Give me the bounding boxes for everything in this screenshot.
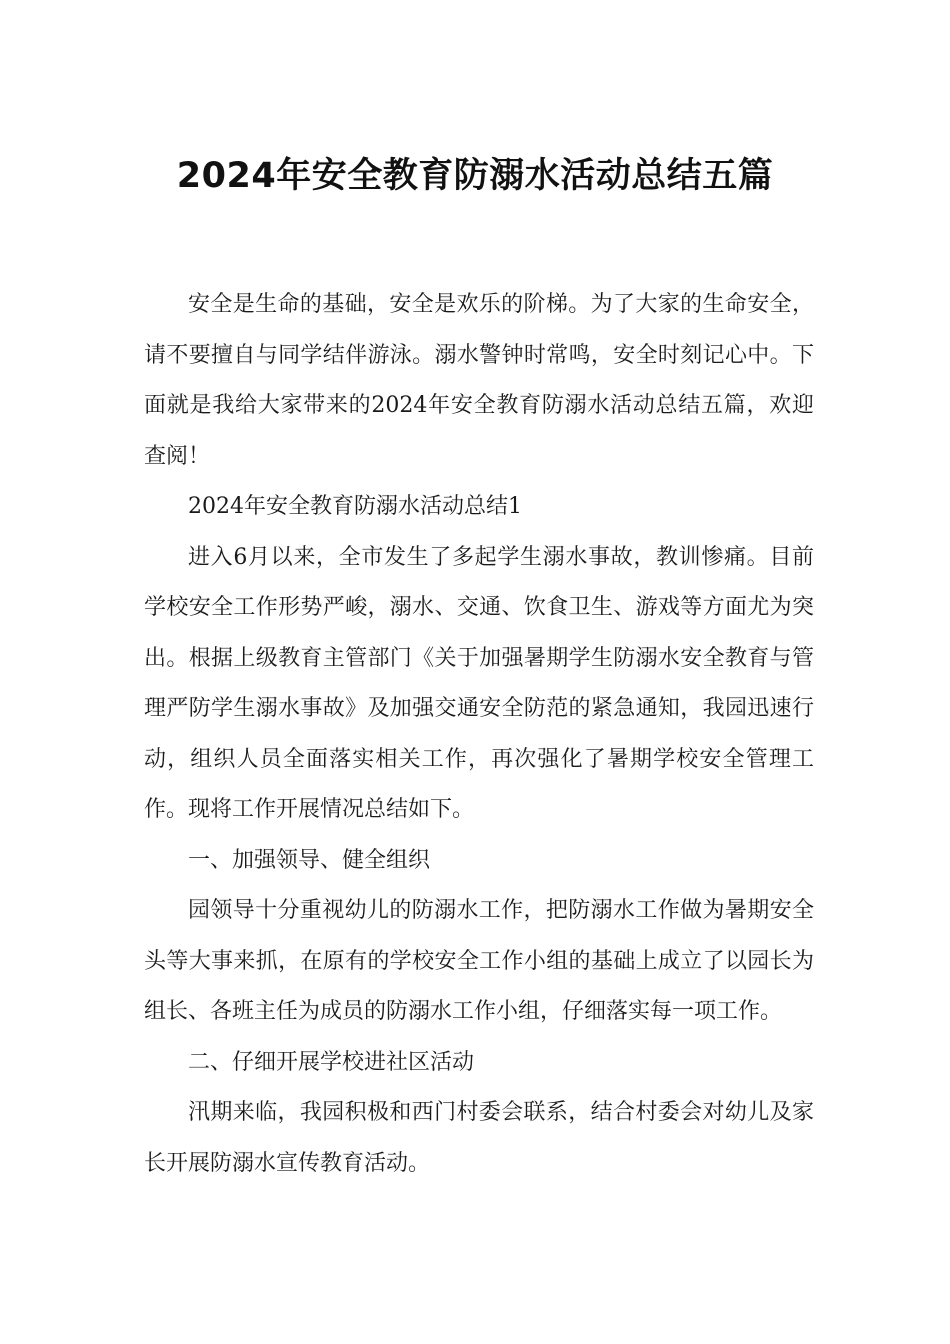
intro-paragraph: 安全是生命的基础，安全是欢乐的阶梯。为了大家的生命安全，请不要擅自与同学结伴游泳。溺水警钟时常鸣，安全时刻记心中。下面就是我给大家带来的2024年安全教育防溺水活动总结五篇，欢迎查阅！ [144,292,814,469]
body-paragraph: 园领导十分重视幼儿的防溺水工作，把防溺水工作做为暑期安全头等大事来抓，在原有的学校安全工作小组的基础上成立了以园长为组长、各班主任为成员的防溺水工作小组，仔细落实每一项工作。 [144,898,814,1024]
subsection-heading: 二、仔细开展学校进社区活动 [188,1049,475,1075]
document-body [144,280,814,1189]
subsection-heading: 一、加强领导、健全组织 [188,847,431,873]
body-paragraph: 汛期来临，我园积极和西门村委会联系，结合村委会对幼儿及家长开展防溺水宣传教育活动。 [144,1100,814,1176]
body-paragraph: 进入6月以来，全市发生了多起学生溺水事故，教训惨痛。目前学校安全工作形势严峻，溺水、交通、饮食卫生、游戏等方面尤为突出。根据上级教育主管部门《关于加强暑期学生防溺水安全教育与管理严防学生溺水事故》及加强交通安全防范的紧急通知，我园迅速行动，组织人员全面落实相关工作，再次强化了暑期学校安全管理工作。现将工作开展情况总结如下。 [144,544,814,822]
section-heading: 2024年安全教育防溺水活动总结1 [188,494,522,519]
document-title: 2024年安全教育防溺水活动总结五篇 [176,156,774,197]
